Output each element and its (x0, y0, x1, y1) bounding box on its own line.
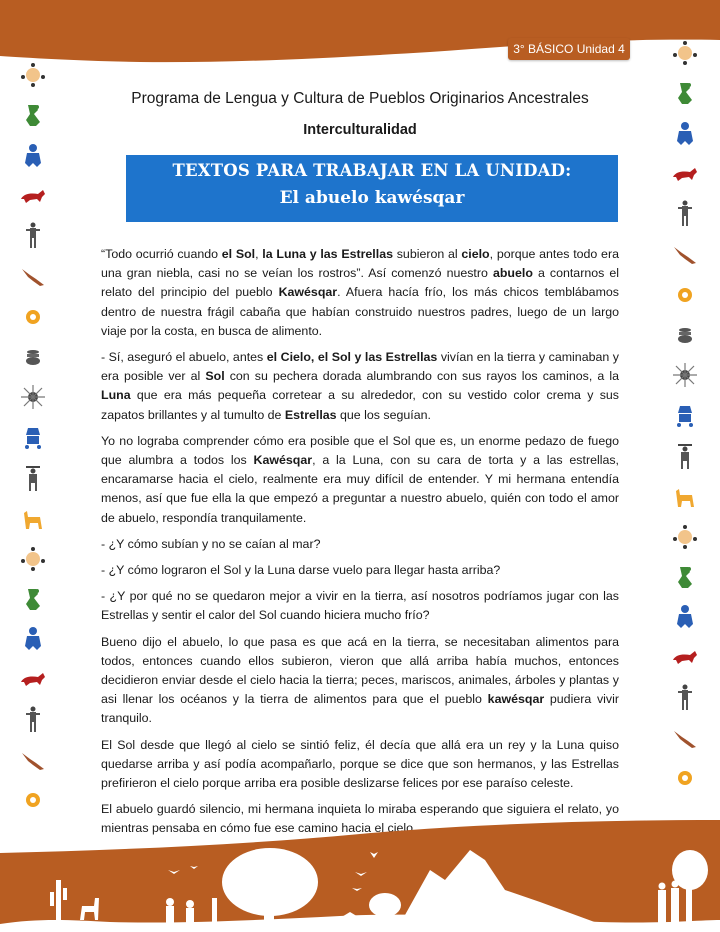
llama-icon (670, 481, 700, 511)
story-title: El abuelo kawésqar (279, 188, 465, 208)
blue-mask-icon (18, 423, 48, 453)
striped-figure-icon (670, 683, 700, 713)
text-run: - Sí, aseguró el abuelo, antes (101, 350, 267, 365)
text-run: subieron al (392, 247, 462, 261)
emphasized-text: abuelo (492, 266, 533, 281)
emphasized-text: la Luna y las Estrellas (262, 247, 393, 261)
story-paragraph (101, 432, 619, 528)
yellow-flower-icon (670, 280, 700, 310)
text-run: , (255, 247, 263, 261)
frog-icon (670, 562, 700, 592)
sun-face-icon (18, 544, 48, 574)
red-fox-icon (18, 181, 48, 211)
sun-face-icon (18, 60, 48, 90)
story-paragraph (101, 633, 619, 729)
story-paragraph (101, 736, 619, 794)
hat-figure-icon (670, 441, 700, 471)
llama-icon (18, 503, 48, 533)
frog-icon (18, 584, 48, 614)
story-paragraph (101, 587, 619, 625)
text-run: “Todo ocurrió cuando (101, 247, 222, 261)
clay-pot-icon (670, 320, 700, 350)
emphasized-text: el Sol (221, 247, 256, 261)
red-fox-icon (670, 642, 700, 672)
yellow-flower-icon (18, 785, 48, 815)
emphasized-text: Luna (101, 388, 131, 403)
left-icon-border (18, 60, 48, 826)
red-fox-icon (18, 664, 48, 694)
striped-figure-icon (670, 199, 700, 229)
section-subtitle: Interculturalidad (303, 122, 417, 138)
title-line-1: TEXTOS PARA TRABAJAR EN LA UNIDAD: (172, 161, 572, 180)
sun-face-icon (670, 522, 700, 552)
text-run: pudiera vivir tranquilo. (101, 692, 619, 726)
text-run: . Afuera hacía frío, los más chicos temblábamos dentro de nuestra frágil cabaña que habían construido nuestros padres, luego de un largo viaje por la costa, en busca de alimento. (101, 285, 619, 338)
yellow-flower-icon (18, 302, 48, 332)
sun-rays-icon (670, 360, 700, 390)
emphasized-text: Kawésqar (278, 285, 338, 300)
condor-icon (670, 239, 700, 269)
clay-pot-icon (18, 342, 48, 372)
text-run: - ¿Y por qué no se quedaron mejor a vivir en la tierra, así nosotros podríamos jugar con las Estrellas y sentir el calor del Sol cuando hiciera mucho frío? (101, 589, 619, 623)
condor-icon (18, 261, 48, 291)
emphasized-text: Kawésqar (253, 453, 313, 468)
hat-figure-icon (18, 463, 48, 493)
text-run: a contarnos el relato del principio del pueblo (101, 266, 620, 300)
text-run: que los seguían. (336, 407, 431, 422)
emphasized-text: Estrellas (284, 407, 337, 422)
condor-icon (18, 745, 48, 775)
text-run: que era más pequeña corretear a su alrededor, con su vestido color crema y sus zapatos brillantes y al tumulto de (101, 388, 619, 422)
text-run: - ¿Y cómo lograron el Sol y la Luna darse vuelo para llegar hasta arriba? (101, 563, 501, 578)
text-run: Bueno dijo el abuelo, lo que pasa es que acá en la tierra, se necesitaban alimentos para todos, entonces cuando ellos subieron, vieron que allá arriba había muchos, entonces decidieron enviar desde el cielo hacia la tierra; peces, mariscos, animales, árboles y plantas y asi llenar los océanos y la tierra de alimentos para que el pueblo (101, 634, 619, 707)
text-run: Yo no lograba comprender cómo era posible que el Sol que es, un enorme pedazo de fuego que alumbra a todos los (101, 433, 619, 468)
blue-mask-icon (670, 401, 700, 431)
text-run: - ¿Y cómo subían y no se caían al mar? (101, 536, 321, 551)
striped-figure-icon (18, 221, 48, 251)
story-paragraph (101, 348, 619, 425)
text-run: vivían en la tierra y caminaban y era posible ver al (101, 350, 619, 384)
text-run: El Sol desde que llegó al cielo se sintió feliz, él decía que allá era un rey y la Luna quiso quedarse arriba y así podía acompañarlo, porque se dice que son hermanos, y las Estrellas prefirieron el cielo porque arriba era posible deslizarse felices por ese paraíso celeste. (101, 737, 619, 791)
condor-icon (670, 723, 700, 753)
blue-figure-icon (18, 141, 48, 171)
blue-figure-icon (670, 602, 700, 632)
text-run: El abuelo guardó silencio, mi hermana inquieta lo miraba esperando que siguiera el relato, yo mientras pensaba en cómo fue ese camino hacia el cielo. (101, 802, 619, 836)
right-icon-border (670, 38, 700, 804)
emphasized-text: cielo (461, 247, 490, 261)
program-title: Programa de Lengua y Cultura de Pueblos Originarios Ancestrales (131, 90, 589, 107)
blue-figure-icon (18, 624, 48, 654)
footer-landscape-band (0, 820, 720, 932)
text-run: , a la Luna, con su cara de torta y a las estrellas, encaramarse hacia el cielo, realmente era muy difícil de entender. Y mi hermana entendía menos, así que fue ella la que empezó a preguntar a nuestro abuelo, quién con todo el amor de abuelo, respondía tranquilamente. (101, 453, 620, 525)
emphasized-text: kawésqar (487, 692, 545, 707)
text-run: , porque antes todo era una gran niebla, casi no se veían los rostros”. Así comenzó nuestro (101, 247, 619, 281)
text-run: con su pechera dorada alumbrando con sus rayos los caminos, a la (224, 369, 619, 384)
emphasized-text: el Cielo, el Sol y las Estrellas (266, 350, 438, 365)
striped-figure-icon (18, 705, 48, 735)
sun-face-icon (670, 38, 700, 68)
emphasized-text: Sol (205, 369, 225, 384)
unit-badge: 3° BÁSICO Unidad 4 (508, 38, 630, 60)
story-paragraph (101, 561, 619, 580)
title-box (126, 155, 618, 222)
yellow-flower-icon (670, 763, 700, 793)
sun-rays-icon (18, 382, 48, 412)
story-paragraph (101, 245, 619, 341)
story-paragraph (101, 535, 619, 554)
red-fox-icon (670, 159, 700, 189)
